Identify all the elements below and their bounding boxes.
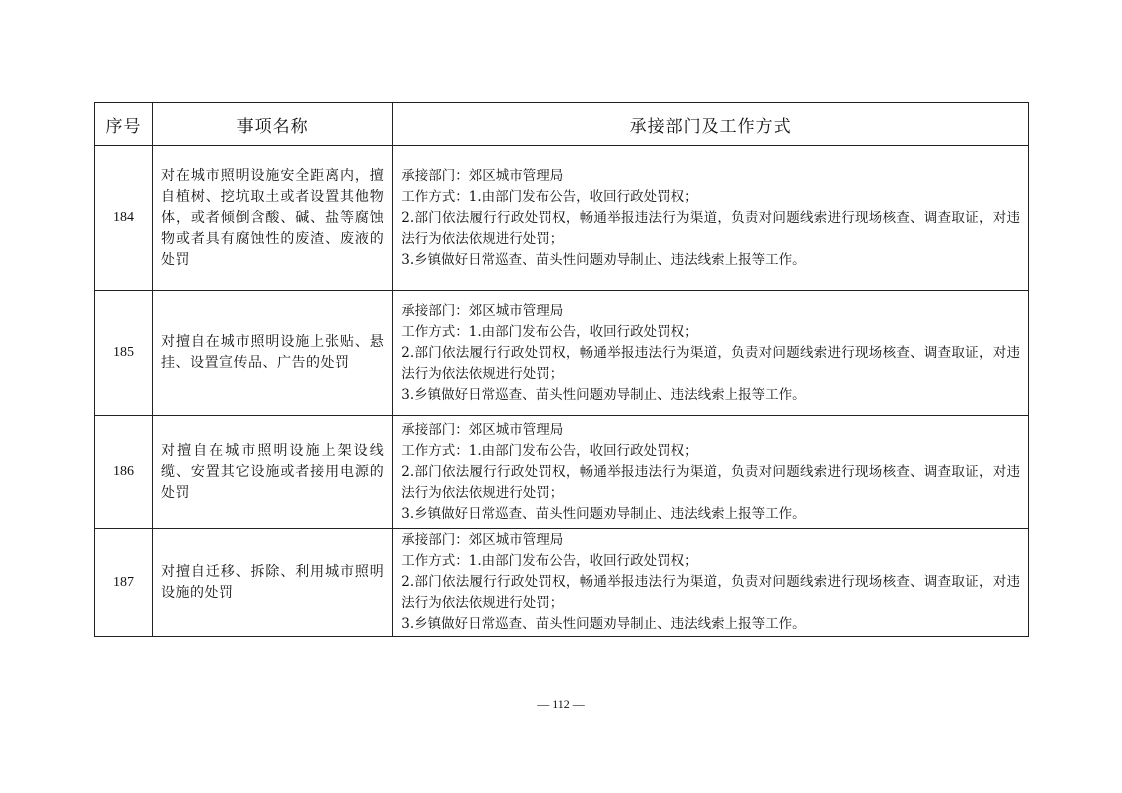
dept-method: 工作方式：1.由部门发布公告，收回行政处罚权； [401, 188, 698, 205]
table-row [95, 416, 1029, 529]
row-dept [393, 416, 1029, 529]
dept-step-2: 2.部门依法履行行政处罚权，畅通举报违法行为渠道，负责对问题线索进行现场核查、调查取证，对违法行为依法依规进行处罚； [401, 463, 1020, 501]
row-seq: 185 [95, 291, 153, 416]
dept-step-3: 3.乡镇做好日常巡查、苗头性问题劝导制止、违法线索上报等工作。 [401, 251, 806, 268]
dept-unit: 承接部门：郊区城市管理局 [401, 532, 564, 548]
dept-unit: 承接部门：郊区城市管理局 [401, 421, 564, 438]
header-seq: 序号 [95, 103, 153, 146]
table-row [95, 291, 1029, 416]
header-name: 事项名称 [153, 103, 393, 146]
dept-step-3: 3.乡镇做好日常巡查、苗头性问题劝导制止、违法线索上报等工作。 [401, 505, 806, 522]
dept-step-3: 3.乡镇做好日常巡查、苗头性问题劝导制止、违法线索上报等工作。 [401, 616, 806, 632]
dept-method: 工作方式：1.由部门发布公告，收回行政处罚权； [401, 553, 698, 569]
row-name: 对擅自在城市照明设施上张贴、悬挂、设置宣传品、广告的处罚 [153, 291, 393, 416]
dept-unit: 承接部门：郊区城市管理局 [401, 167, 564, 184]
page-number: — 112 — [537, 697, 585, 711]
dept-method: 工作方式：1.由部门发布公告，收回行政处罚权； [401, 323, 698, 340]
matters-table [94, 102, 1029, 637]
table-row [95, 529, 1029, 637]
row-name: 对擅自在城市照明设施上架设线缆、安置其它设施或者接用电源的处罚 [153, 416, 393, 529]
dept-step-3: 3.乡镇做好日常巡查、苗头性问题劝导制止、违法线索上报等工作。 [401, 386, 806, 403]
dept-step-2: 2.部门依法履行行政处罚权，畅通举报违法行为渠道，负责对问题线索进行现场核查、调查取证，对违法行为依法依规进行处罚； [401, 209, 1020, 247]
row-dept [393, 146, 1029, 291]
row-dept [393, 291, 1029, 416]
row-seq: 184 [95, 146, 153, 291]
dept-unit: 承接部门：郊区城市管理局 [401, 302, 564, 319]
dept-step-2: 2.部门依法履行行政处罚权，畅通举报违法行为渠道，负责对问题线索进行现场核查、调查取证，对违法行为依法依规进行处罚； [401, 344, 1020, 382]
row-name: 对在城市照明设施安全距离内，擅自植树、挖坑取土或者设置其他物体，或者倾倒含酸、碱、盐等腐蚀物或者具有腐蚀性的废渣、废液的处罚 [153, 146, 393, 291]
row-name: 对擅自迁移、拆除、利用城市照明设施的处罚 [153, 529, 393, 637]
table-row [95, 146, 1029, 291]
dept-method: 工作方式：1.由部门发布公告，收回行政处罚权； [401, 442, 698, 459]
row-seq: 186 [95, 416, 153, 529]
row-dept [393, 529, 1029, 637]
header-dept: 承接部门及工作方式 [393, 103, 1029, 146]
row-seq: 187 [95, 529, 153, 637]
table-header-row [95, 103, 1029, 146]
dept-step-2: 2.部门依法履行行政处罚权，畅通举报违法行为渠道，负责对问题线索进行现场核查、调查取证，对违法行为依法依规进行处罚； [401, 574, 1020, 611]
